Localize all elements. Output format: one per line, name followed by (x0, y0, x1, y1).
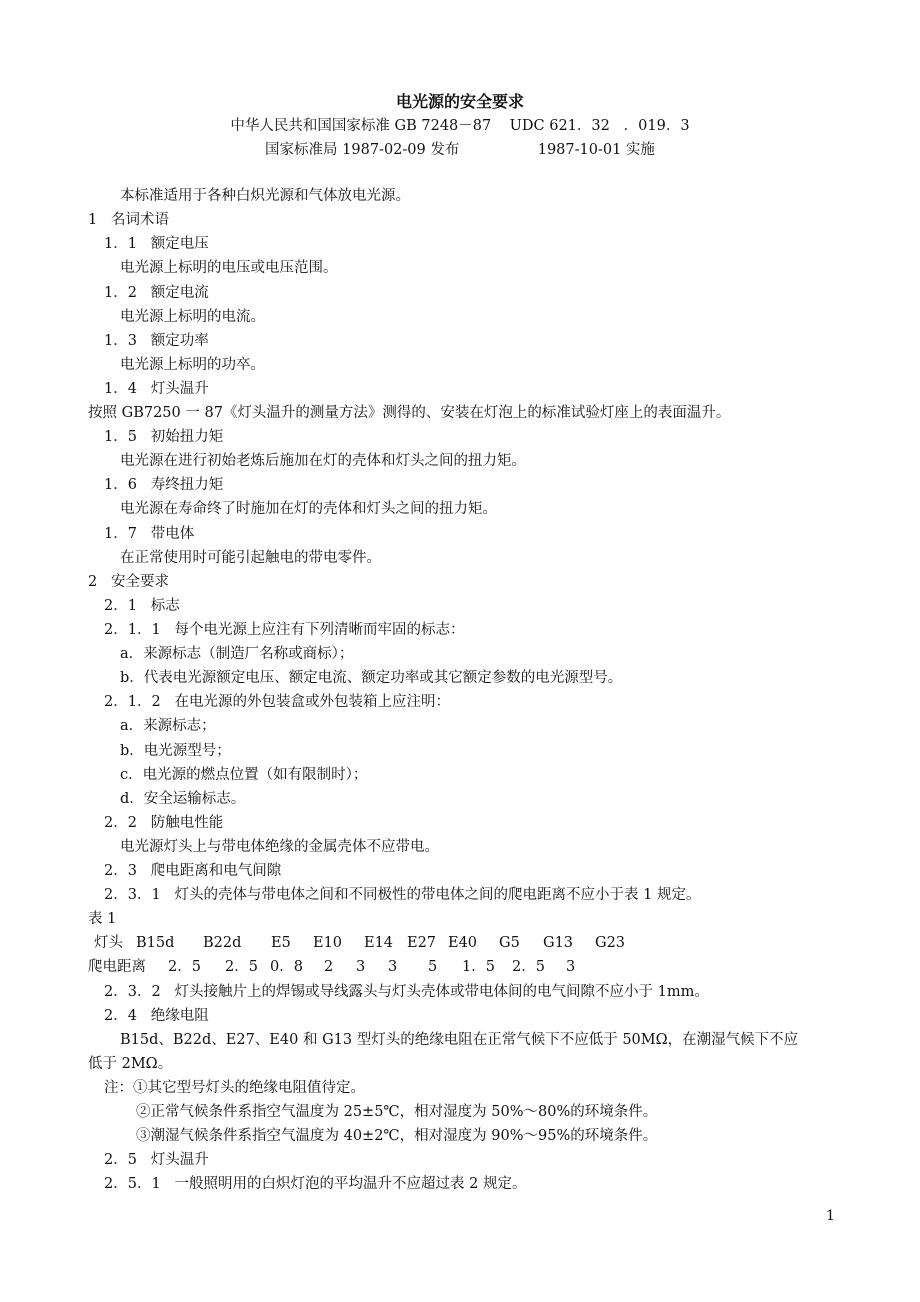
text-line: 2．4 绝缘电阻 (104, 1008, 209, 1024)
text-line: 2 安全要求 (88, 574, 170, 590)
text-line: B15d、B22d、E27、E40 和 G13 型灯头的绝缘电阻在正常气候下不应低于 50MΩ，在潮湿气候下不应 (120, 1032, 799, 1048)
table-cell: E40 (448, 935, 478, 951)
text-line: 2．3 爬电距离和电气间隙 (104, 863, 282, 879)
text-line: 电光源在进行初始老炼后施加在灯的壳体和灯头之间的扭力矩。 (120, 453, 526, 469)
page-number: 1 (826, 1208, 835, 1224)
table-cell: 1．5 (462, 959, 495, 975)
text-line: 1 名词术语 (88, 212, 170, 228)
text-line: 注：①其它型号灯头的绝缘电阻值待定。 (104, 1080, 365, 1096)
text-line: 1．6 寿终扭力矩 (104, 477, 224, 493)
text-line: 电光源上标明的电压或电压范围。 (120, 260, 338, 276)
text-line: 1．3 额定功率 (104, 333, 209, 349)
text-line: ②正常气候条件系指空气温度为 25±5℃，相对湿度为 50%～80%的环境条件。 (136, 1104, 658, 1120)
text-line: 2．2 防触电性能 (104, 815, 224, 831)
table-cell: E10 (313, 935, 343, 951)
text-line: 1．5 初始扭力矩 (104, 429, 224, 445)
table-cell: 3 (388, 959, 398, 975)
text-line: 电光源上标明的功卒。 (120, 357, 265, 373)
table-cell: E14 (364, 935, 394, 951)
table-cell: 0．8 (270, 959, 303, 975)
table-cell: G13 (543, 935, 574, 951)
text-line: c．电光源的燃点位置（如有限制时）； (120, 767, 368, 783)
table-cell: 3 (566, 959, 576, 975)
table-cell: 3 (356, 959, 366, 975)
text-line: 2．1 标志 (104, 598, 180, 614)
table-cell: 5 (428, 959, 438, 975)
text-line: 2．3．2 灯头接触片上的焊锡或导线露头与灯头壳体或带电体间的电气间隙不应小于 1mm。 (104, 984, 709, 1000)
table-cell: E27 (407, 935, 437, 951)
text-line: 电光源上标明的电流。 (120, 309, 265, 325)
text-line: 本标准适用于各种白炽光源和气体放电光源。 (120, 188, 410, 204)
text-line: b．代表电光源额定电压、额定电流、额定功率或其它额定参数的电光源型号。 (120, 670, 623, 686)
text-line: 2．1．1 每个电光源上应注有下列清晰而牢固的标志： (104, 622, 465, 638)
document-standard-number: 中华人民共和国国家标准 GB 7248－87 UDC 621．32 ．019．3 (230, 118, 690, 134)
text-line: a．来源标志； (120, 718, 216, 734)
document-issue-dates: 国家标准局 1987-02-09 发布 1987-10-01 实施 (265, 142, 655, 158)
text-line: 低于 2MΩ。 (88, 1056, 173, 1072)
text-line: 1．1 额定电压 (104, 236, 209, 252)
table-1-row-label: 爬电距离 (88, 959, 146, 975)
table-cell: 2 (324, 959, 334, 975)
text-line: 2．3．1 灯头的壳体与带电体之间和不同极性的带电体之间的爬电距离不应小于表 1 规定。 (104, 887, 701, 903)
text-line: 2．5．1 一般照明用的白炽灯泡的平均温升不应超过表 2 规定。 (104, 1176, 527, 1192)
text-line: 1．7 带电体 (104, 526, 195, 542)
text-line: 表 1 (88, 911, 117, 927)
table-cell: 2．5 (512, 959, 545, 975)
text-line: 在正常使用时可能引起触电的带电零件。 (120, 550, 381, 566)
document-title: 电光源的安全要求 (395, 92, 524, 111)
text-line: ③潮湿气候条件系指空气温度为 40±2℃，相对湿度为 90%～95%的环境条件。 (136, 1128, 658, 1144)
table-1-header-label: 灯头 (94, 935, 123, 951)
table-cell: G23 (595, 935, 626, 951)
text-line: 电光源在寿命终了时施加在灯的壳体和灯头之间的扭力矩。 (120, 501, 497, 517)
table-cell: B15d (136, 935, 175, 951)
text-line: a．来源标志（制造厂名称或商标）； (120, 646, 354, 662)
table-cell: G5 (499, 935, 520, 951)
table-cell: 2．5 (168, 959, 201, 975)
text-line: 2．5 灯头温升 (104, 1152, 209, 1168)
table-cell: 2．5 (225, 959, 258, 975)
text-line: b．电光源型号； (120, 743, 231, 759)
text-line: 按照 GB7250 一 87《灯头温升的测量方法》测得的、安装在灯泡上的标准试验灯座上的表面温升。 (88, 405, 731, 421)
text-line: 1．2 额定电流 (104, 285, 209, 301)
text-line: d．安全运输标志。 (120, 791, 246, 807)
table-cell: E5 (271, 935, 291, 951)
text-line: 2．1．2 在电光源的外包装盒或外包装箱上应注明： (104, 694, 451, 710)
text-line: 电光源灯头上与带电体绝缘的金属壳体不应带电。 (120, 839, 439, 855)
text-line: 1．4 灯头温升 (104, 381, 209, 397)
table-cell: B22d (203, 935, 242, 951)
